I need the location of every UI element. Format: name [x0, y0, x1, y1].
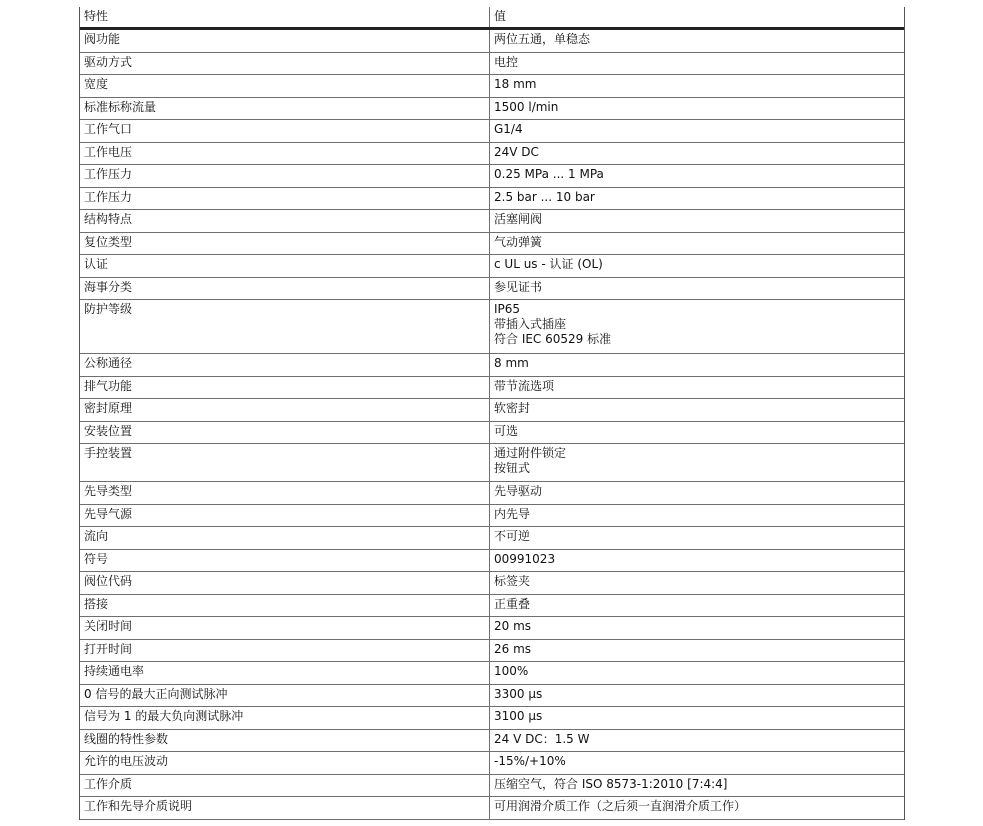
value-line: 电控	[494, 54, 519, 69]
property-name-cell: 海事分类	[80, 278, 490, 300]
property-name-cell: 密封原理	[80, 399, 490, 421]
value-line: -15%/+10%	[494, 754, 566, 768]
value-line: 符合 IEC 60529 标准	[494, 332, 612, 346]
property-name-cell: 手控装置	[80, 444, 490, 481]
property-name-cell: 工作电压	[80, 143, 490, 165]
table-row	[80, 30, 904, 53]
value-line: 参见证书	[494, 279, 543, 294]
table-row	[80, 300, 904, 354]
property-value-cell	[490, 143, 902, 165]
property-value-cell	[490, 505, 902, 527]
property-name-cell: 关闭时间	[80, 617, 490, 639]
table-row	[80, 595, 904, 618]
value-line: 1500 l/min	[494, 99, 559, 114]
property-value-cell	[490, 53, 902, 75]
value-line: 不可逆	[494, 529, 531, 543]
table-row	[80, 730, 904, 753]
table-row	[80, 707, 904, 730]
value-line: 00991023	[494, 551, 556, 566]
property-value-cell	[490, 595, 902, 617]
property-name-cell: 工作介质	[80, 775, 490, 797]
table-row	[80, 278, 904, 301]
table-header-row	[80, 7, 904, 30]
property-value-cell	[490, 444, 902, 481]
property-name-cell: 先导气源	[80, 505, 490, 527]
property-name-cell: 允许的电压波动	[80, 752, 490, 774]
table-row	[80, 98, 904, 121]
property-name-cell: 持续通电率	[80, 662, 490, 684]
value-line: 100%	[494, 664, 529, 678]
property-value-cell	[490, 98, 902, 120]
property-value-cell	[490, 188, 902, 210]
property-name-cell: 公称通径	[80, 354, 490, 376]
property-name-cell: 阀功能	[80, 30, 490, 52]
value-line: 带插入式插座	[494, 317, 567, 331]
value-line: 18 mm	[494, 77, 537, 91]
property-value-cell	[490, 550, 902, 572]
table-row	[80, 255, 904, 278]
value-line: 3300 µs	[494, 686, 543, 701]
property-name-cell: 线圈的特性参数	[80, 730, 490, 752]
property-value-cell	[490, 300, 902, 353]
table-row	[80, 188, 904, 211]
property-value-cell	[490, 662, 902, 684]
property-value-cell	[490, 30, 902, 52]
property-name-cell: 标准标称流量	[80, 98, 490, 120]
value-line: 气动弹簧	[494, 234, 543, 249]
property-value-cell	[490, 120, 902, 142]
table-row	[80, 752, 904, 775]
value-line: 20 ms	[494, 619, 532, 633]
property-name-cell: 先导类型	[80, 482, 490, 504]
property-value-cell	[490, 482, 902, 504]
property-name-cell: 工作气口	[80, 120, 490, 142]
value-line: 通过附件锁定	[494, 446, 567, 460]
table-row	[80, 797, 904, 820]
property-name-cell: 安装位置	[80, 422, 490, 444]
table-row	[80, 165, 904, 188]
value-line: 26 ms	[494, 641, 532, 656]
table-body	[80, 30, 904, 820]
property-value-cell	[490, 640, 902, 662]
property-value-cell	[490, 255, 902, 277]
property-value-cell	[490, 775, 902, 797]
spec-table	[79, 7, 905, 820]
property-name-cell: 搭接	[80, 595, 490, 617]
property-value-cell	[490, 354, 902, 376]
value-line: 24V DC	[494, 144, 539, 159]
property-value-cell	[490, 278, 902, 300]
value-line: 标签夹	[494, 574, 531, 588]
value-line: 两位五通，单稳态	[494, 32, 591, 46]
property-name-cell: 工作压力	[80, 165, 490, 187]
value-line: 内先导	[494, 506, 531, 521]
property-name-cell: 复位类型	[80, 233, 490, 255]
value-line: 24 V DC：1.5 W	[494, 731, 590, 746]
value-line: G1/4	[494, 122, 523, 136]
property-value-cell	[490, 75, 902, 97]
property-value-cell	[490, 617, 902, 639]
property-name-cell: 符号	[80, 550, 490, 572]
property-name-cell: 排气功能	[80, 377, 490, 399]
property-value-cell	[490, 730, 902, 752]
table-row	[80, 422, 904, 445]
header-value: 值	[494, 9, 507, 23]
table-row	[80, 685, 904, 708]
value-line: 先导驱动	[494, 484, 543, 498]
property-value-cell	[490, 685, 902, 707]
value-line: 2.5 bar ... 10 bar	[494, 189, 595, 204]
table-row	[80, 640, 904, 663]
value-line: 可选	[494, 423, 519, 438]
table-row	[80, 775, 904, 798]
property-value-cell	[490, 165, 902, 187]
table-row	[80, 505, 904, 528]
property-value-cell	[490, 527, 902, 549]
table-row	[80, 75, 904, 98]
property-name-cell: 0 信号的最大正向测试脉冲	[80, 685, 490, 707]
property-value-cell	[490, 797, 902, 819]
property-name-cell: 工作压力	[80, 188, 490, 210]
property-name-cell: 防护等级	[80, 300, 490, 353]
property-name-cell: 阀位代码	[80, 572, 490, 594]
property-value-cell	[490, 399, 902, 421]
property-name-cell: 打开时间	[80, 640, 490, 662]
table-row	[80, 444, 904, 482]
property-name-cell: 流向	[80, 527, 490, 549]
table-row	[80, 399, 904, 422]
table-row	[80, 120, 904, 143]
table-row	[80, 662, 904, 685]
table-row	[80, 550, 904, 573]
property-value-cell	[490, 752, 902, 774]
table-row	[80, 482, 904, 505]
property-value-cell	[490, 210, 902, 232]
table-row	[80, 233, 904, 256]
table-row	[80, 572, 904, 595]
header-property: 特性	[80, 7, 490, 27]
value-line: IP65	[494, 302, 521, 316]
value-line: 软密封	[494, 401, 531, 415]
property-name-cell: 驱动方式	[80, 53, 490, 75]
table-row	[80, 354, 904, 377]
value-line: 0.25 MPa ... 1 MPa	[494, 167, 604, 181]
value-line: 3100 µs	[494, 709, 543, 723]
property-name-cell: 信号为 1 的最大负向测试脉冲	[80, 707, 490, 729]
table-row	[80, 527, 904, 550]
value-line: 压缩空气，符合 ISO 8573-1:2010 [7:4:4]	[494, 776, 728, 791]
value-line: 可用润滑介质工作（之后须一直润滑介质工作）	[494, 799, 747, 813]
property-name-cell: 宽度	[80, 75, 490, 97]
table-row	[80, 617, 904, 640]
value-line: 带节流选项	[494, 378, 555, 393]
property-name-cell: 结构特点	[80, 210, 490, 232]
property-value-cell	[490, 422, 902, 444]
value-line: 按钮式	[494, 461, 531, 475]
value-line: 正重叠	[494, 596, 531, 611]
property-name-cell: 认证	[80, 255, 490, 277]
value-line: c UL us - 认证 (OL)	[494, 257, 603, 271]
table-row	[80, 377, 904, 400]
property-value-cell	[490, 707, 902, 729]
property-value-cell	[490, 233, 902, 255]
table-row	[80, 143, 904, 166]
table-row	[80, 53, 904, 76]
value-line: 活塞闸阀	[494, 212, 543, 226]
property-value-cell	[490, 572, 902, 594]
property-name-cell: 工作和先导介质说明	[80, 797, 490, 819]
value-line: 8 mm	[494, 356, 529, 370]
table-row	[80, 210, 904, 233]
property-value-cell	[490, 377, 902, 399]
